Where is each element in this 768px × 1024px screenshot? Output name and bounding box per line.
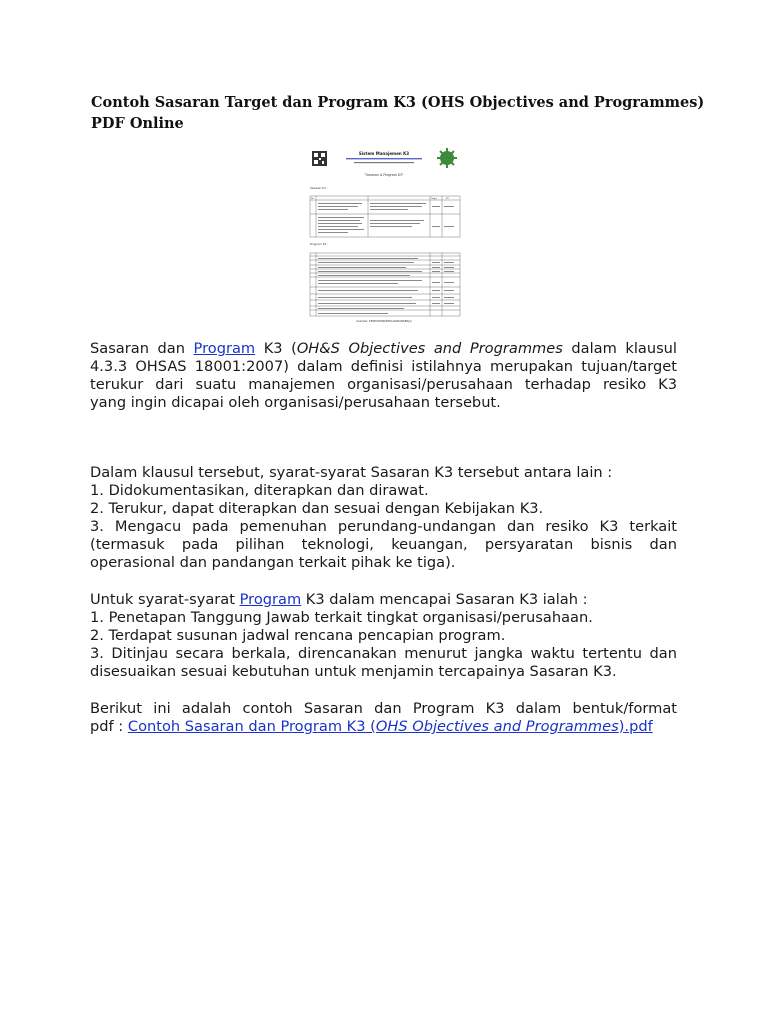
paragraph-download [90,700,677,736]
text-fragment: Sasaran dan [90,340,194,357]
document-thumbnail-image [304,145,465,323]
list-item: 1. Didokumentasikan, diterapkan dan dirawat. [90,482,429,499]
link-text: ).pdf [618,718,653,735]
paragraph-line: terukur dari suatu manajemen organisasi/perusahaan terhadap resiko K3 [90,376,677,393]
text-fragment: K3 ( [255,340,297,357]
italic-term: OH&S Objectives and Programmes [296,340,563,357]
list-item: 2. Terukur, dapat diterapkan dan sesuai dengan Kebijakan K3. [90,500,544,517]
list-item-continued: operasional dan pandangan terkait pihak ke tiga). [90,554,456,571]
list-item-continued: (termasuk pada pilihan teknologi, keuangan, persyaratan bisnis dan [90,536,677,553]
paragraph-line: 4.3.3 OHSAS 18001:2007) dalam definisi istilahnya merupakan tujuan/target [90,358,677,375]
paragraph-line: Berikut ini adalah contoh Sasaran dan Program K3 dalam bentuk/format [90,700,677,717]
qr-code-icon [312,151,327,166]
figure-header: Sistem Manajemen K3 [358,151,410,156]
figure-section-programs: Program K3 : [310,242,329,246]
program-link[interactable]: Program [193,340,256,357]
figure-caption: (Sumber: KESEHATANKESELAMATANKERJA) [356,320,412,323]
paragraph-program-requirements [90,591,677,681]
list-item-continued: disesuaikan sesuai kebutuhan untuk menjamin tercapainya Sasaran K3. [90,663,617,680]
table-header-pic: PIC [446,198,450,200]
list-item: 3. Ditinjau secara berkala, direncanakan menurut jangka waktu tertentu dan [90,645,677,662]
program-link-2[interactable]: Program [239,591,302,608]
table-header-target: Target [431,198,438,200]
list-item: 1. Penetapan Tanggung Jawab terkait tingkat organisasi/perusahaan. [90,609,593,626]
figure-section-objectives: Sasaran K3 : [310,186,328,190]
text-fragment: dalam klausul [562,340,677,357]
figure-subtitle: "Sasaran & Program K3" [364,173,404,177]
list-item: 3. Mengacu pada pemenuhan perundang-undangan dan resiko K3 terkait [90,518,677,535]
link-text-italic: OHS Objectives and Programmes [375,718,619,735]
list-item: 2. Terdapat susunan jadwal rencana pencapian program. [90,627,506,644]
page-title-line-1: Contoh Sasaran Target dan Program K3 (OHS Objectives and Programmes) [91,94,705,111]
page-title-line-2: PDF Online [91,115,184,132]
link-text: Contoh Sasaran dan Program K3 ( [127,718,376,735]
paragraph-objective-requirements [90,464,677,572]
pdf-download-link[interactable] [128,718,653,735]
paragraph-line: Dalam klausul tersebut, syarat-syarat Sasaran K3 tersebut antara lain : [90,464,613,481]
document-thumbnail[interactable] [304,145,465,323]
gear-logo-icon [437,148,457,168]
paragraph-definition [90,340,677,412]
text-fragment: Untuk syarat-syarat [90,591,240,608]
text-fragment: K3 dalam mencapai Sasaran K3 ialah : [301,591,588,608]
text-fragment: pdf : [90,718,128,735]
paragraph-line: yang ingin dicapai oleh organisasi/perusahaan tersebut. [90,394,501,411]
page-title [91,92,705,134]
table-header-no: No [311,198,314,200]
